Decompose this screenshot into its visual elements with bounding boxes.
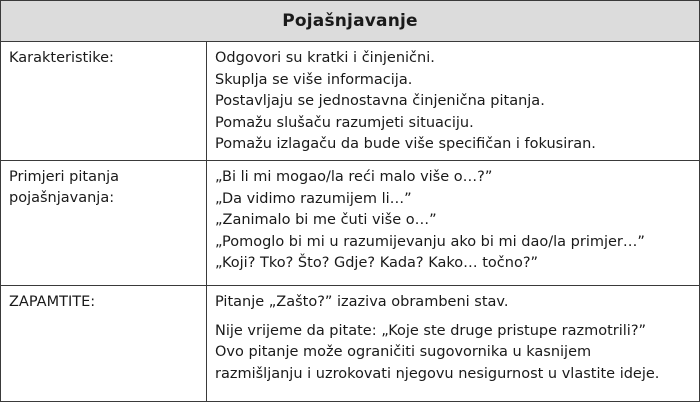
label-line: Karakteristike:: [9, 50, 114, 66]
content-line: „Koji? Tko? Što? Gdje? Kada? Kako… točno?”: [215, 255, 539, 271]
label-line: Primjeri pitanja: [9, 169, 120, 185]
row-label: [1, 286, 207, 402]
table-row-characteristics: [1, 42, 699, 161]
row-content: [207, 42, 699, 160]
content-line: Pitanje „Zašto?” izaziva obrambeni stav.: [215, 294, 509, 310]
label-line: pojašnjavanja:: [9, 190, 115, 206]
content-line: Skuplja se više informacija.: [215, 71, 413, 88]
row-label: [1, 42, 207, 160]
content-line: Pomažu izlagaču da bude više specifičan i fokusiran.: [215, 136, 596, 152]
content-line: „Da vidimo razumijem li…”: [215, 190, 412, 207]
row-label: [1, 161, 207, 285]
table-title: Pojašnjavanje: [282, 11, 418, 31]
content-line: „Zanimalo bi me čuti više o…”: [215, 212, 437, 228]
content-line: „Bi li mi mogao/la reći malo više o…?”: [215, 169, 493, 185]
content-line: „Pomoglo bi mi u razumijevanju ako bi mi dao/la primjer…”: [215, 233, 645, 250]
table-header: [1, 1, 699, 42]
content-line: Odgovori su kratki i činjenični.: [215, 50, 435, 66]
content-line: Postavljaju se jednostavna činjenična pitanja.: [215, 93, 545, 109]
content-line: Pomažu slušaču razumjeti situaciju.: [215, 114, 474, 131]
table-row-examples: [1, 161, 699, 286]
content-line: Nije vrijeme da pitate: „Koje ste druge pristupe razmotrili?”: [215, 322, 647, 339]
content-line: razmišljanju i uzrokovati njegovu nesigurnost u vlastite ideje.: [215, 365, 660, 382]
row-content: [207, 161, 699, 285]
content-line: Ovo pitanje može ograničiti sugovornika u kasnijem: [215, 344, 592, 360]
table-row-remember: [1, 286, 699, 402]
content-paragraph: [215, 321, 693, 386]
label-line: ZAPAMTITE:: [9, 294, 96, 310]
row-content: [207, 286, 699, 402]
